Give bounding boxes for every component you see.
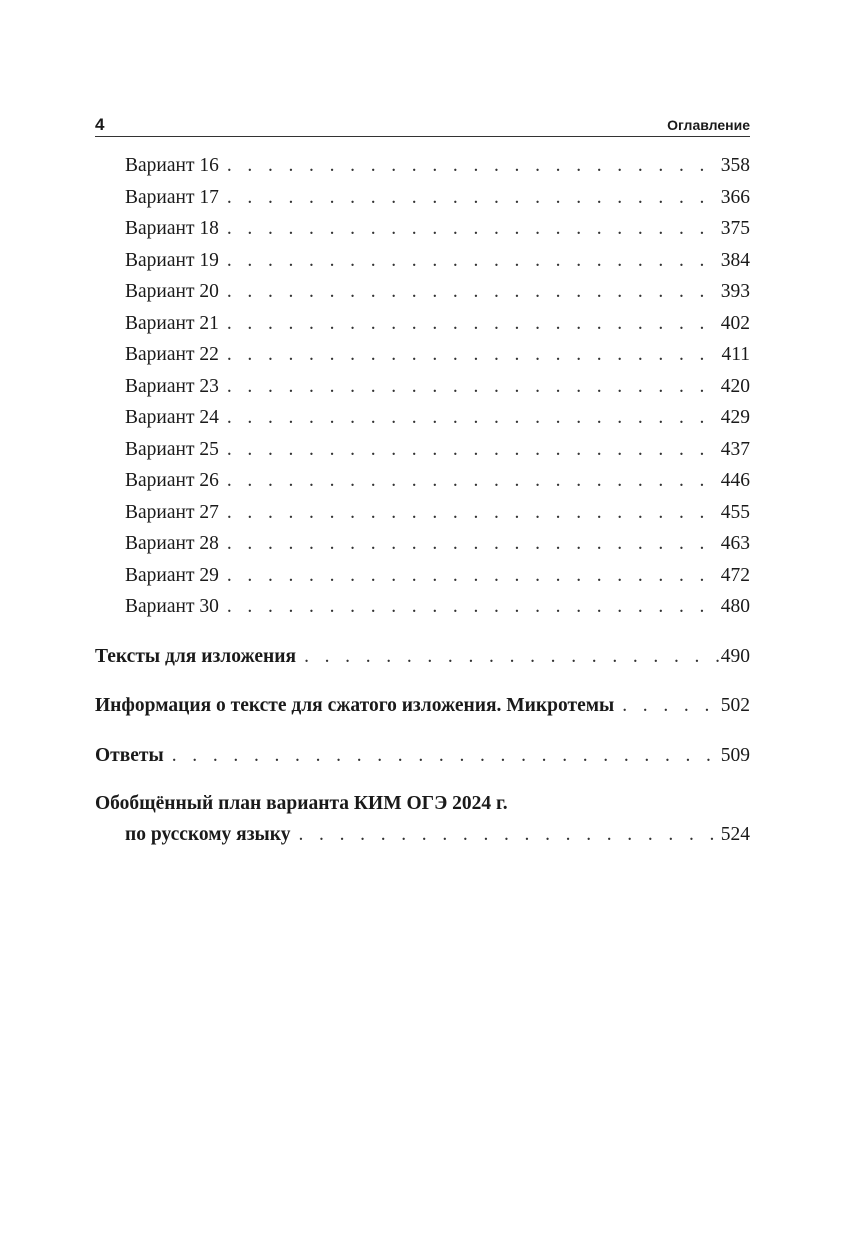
spacer [95, 771, 750, 789]
toc-entry-page: 524 [720, 824, 750, 845]
toc-entry-plan-title[interactable] [95, 789, 750, 819]
dot-leader [219, 182, 721, 214]
toc-entry-page: 480 [720, 596, 750, 617]
toc-entry-label: Вариант 19 [125, 249, 219, 271]
toc-entry-variant-21[interactable] [95, 308, 750, 340]
dot-leader [219, 591, 721, 623]
dot-leader [219, 308, 721, 340]
dot-leader [219, 150, 721, 182]
toc-entry-page: 358 [720, 155, 750, 176]
toc-entry-page: 411 [721, 344, 750, 365]
dot-leader [296, 641, 721, 673]
toc-entry-label: Вариант 25 [125, 438, 219, 460]
toc-entry-page: 490 [720, 645, 750, 667]
toc-entry-variant-18[interactable] [95, 213, 750, 245]
page-number: 4 [95, 115, 105, 134]
toc-entry-page: 402 [720, 312, 750, 334]
toc-entry-label: Вариант 22 [125, 344, 219, 365]
toc-entry-label: Вариант 23 [125, 375, 219, 397]
toc-entry-label: Вариант 26 [125, 470, 219, 491]
toc-entry-answers[interactable] [95, 740, 750, 772]
toc-entry-variant-24[interactable] [95, 402, 750, 434]
dot-leader [219, 371, 721, 403]
toc-entry-label: Вариант 29 [125, 564, 219, 586]
toc-entry-variant-22[interactable] [95, 339, 750, 371]
toc-entry-label: Тексты для изложения [95, 645, 297, 667]
toc-entry-variant-29[interactable] [95, 560, 750, 592]
toc-entry-page: 472 [720, 564, 750, 586]
spacer [95, 672, 750, 690]
table-of-contents [95, 150, 750, 851]
toc-entry-variant-25[interactable] [95, 434, 750, 466]
toc-entry-variant-20[interactable] [95, 276, 750, 308]
dot-leader [219, 339, 722, 371]
dot-leader [219, 528, 721, 560]
running-header [95, 110, 750, 137]
toc-entry-variant-26[interactable] [95, 465, 750, 497]
toc-entry-variant-16[interactable] [95, 150, 750, 182]
toc-entry-label: Информация о тексте для сжатого изложения. Микротемы [95, 695, 615, 716]
toc-entry-label: Вариант 20 [125, 281, 219, 302]
toc-entry-label: Вариант 30 [125, 596, 219, 617]
toc-entry-label: Вариант 24 [125, 407, 219, 428]
toc-entry-variant-23[interactable] [95, 371, 750, 403]
spacer [95, 623, 750, 641]
toc-entry-plan[interactable] [95, 819, 750, 851]
toc-entry-page: 463 [720, 533, 750, 554]
toc-entry-page: 437 [720, 438, 750, 460]
spacer [95, 722, 750, 740]
toc-entry-page: 502 [720, 695, 750, 716]
toc-entry-label: Ответы [95, 744, 164, 766]
dot-leader [219, 497, 721, 529]
toc-entry-page: 446 [720, 470, 750, 491]
dot-leader [291, 819, 721, 851]
dot-leader [219, 213, 721, 245]
toc-entry-page: 455 [720, 501, 750, 523]
toc-entry-texts[interactable] [95, 641, 750, 673]
toc-entry-page: 366 [720, 186, 750, 208]
toc-entry-label: Вариант 27 [125, 501, 219, 523]
dot-leader [219, 245, 721, 277]
toc-entry-label: Вариант 16 [125, 155, 219, 176]
toc-entry-page: 420 [720, 375, 750, 397]
toc-entry-info[interactable] [95, 690, 750, 722]
dot-leader [219, 276, 721, 308]
toc-entry-page: 375 [720, 218, 750, 239]
toc-entry-label: Вариант 18 [125, 218, 219, 239]
toc-entry-label: Вариант 17 [125, 186, 219, 208]
toc-entry-label: Вариант 21 [125, 312, 219, 334]
toc-entry-variant-28[interactable] [95, 528, 750, 560]
dot-leader [219, 560, 721, 592]
toc-entry-variant-30[interactable] [95, 591, 750, 623]
dot-leader [614, 690, 721, 722]
dot-leader [164, 740, 721, 772]
toc-entry-page: 393 [720, 281, 750, 302]
dot-leader [219, 402, 721, 434]
toc-entry-variant-19[interactable] [95, 245, 750, 277]
toc-entry-label: Вариант 28 [125, 533, 219, 554]
toc-entry-label: по русскому языку [125, 824, 291, 845]
toc-entry-label: Обобщённый план варианта КИМ ОГЭ 2024 г. [95, 793, 508, 814]
toc-entry-page: 429 [720, 407, 750, 428]
toc-entry-page: 384 [720, 249, 750, 271]
running-title: Оглавление [667, 117, 750, 133]
dot-leader [219, 434, 721, 466]
toc-entry-page: 509 [720, 744, 750, 766]
dot-leader [219, 465, 721, 497]
toc-entry-variant-17[interactable] [95, 182, 750, 214]
toc-entry-variant-27[interactable] [95, 497, 750, 529]
